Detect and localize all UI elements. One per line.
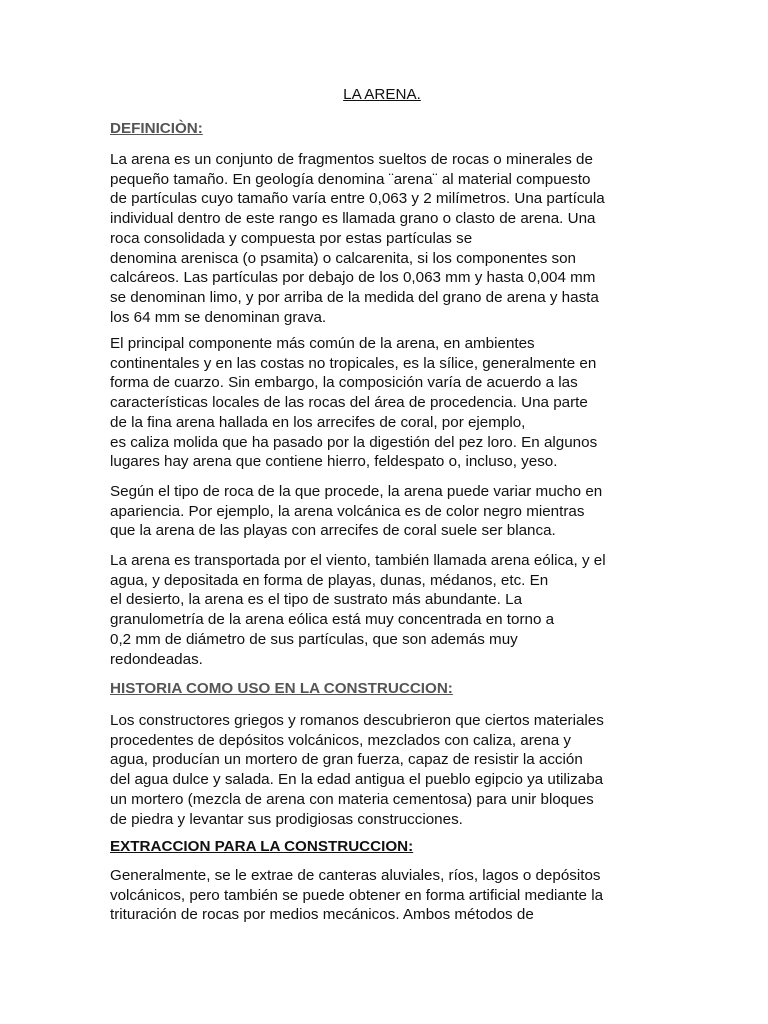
paragraph-definicion-3 xyxy=(110,482,602,541)
text-line: La arena es transportada por el viento, también llamada arena eólica, y el xyxy=(110,552,606,569)
text-line: roca consolidada y compuesta por estas partículas se xyxy=(110,229,473,247)
text-line: agua, y depositada en forma de playas, dunas, médanos, etc. En xyxy=(110,571,549,589)
text-line: es caliza molida que ha pasado por la digestión del pez loro. En algunos xyxy=(110,433,598,451)
text-line: calcáreos. Las partículas por debajo de los 0,063 mm y hasta 0,004 mm xyxy=(110,269,596,287)
text-line: Según el tipo de roca de la que procede, la arena puede variar mucho en xyxy=(110,483,603,500)
text-line: lugares hay arena que contiene hierro, feldespato o, incluso, yeso. xyxy=(110,453,558,471)
text-line: de partículas cuyo tamaño varía entre 0,063 y 2 milímetros. Una partícula xyxy=(110,190,605,208)
text-line: se denominan limo, y por arriba de la medida del grano de arena y hasta xyxy=(110,288,599,306)
text-line: un mortero (mezcla de arena con materia cementosa) para unir bloques xyxy=(110,790,594,808)
text-line: Los constructores griegos y romanos descubrieron que ciertos materiales xyxy=(110,712,604,729)
text-line: el desierto, la arena es el tipo de sustrato más abundante. La xyxy=(110,591,523,609)
text-line: que la arena de las playas con arrecifes de coral suele ser blanca. xyxy=(110,522,556,540)
paragraph-definicion-2 xyxy=(110,334,597,472)
heading-extraccion: EXTRACCION PARA LA CONSTRUCCION: xyxy=(110,838,414,855)
paragraph-historia xyxy=(110,711,604,829)
text-line: del agua dulce y salada. En la edad antigua el pueblo egipcio ya utilizaba xyxy=(110,771,604,789)
document-title: LA ARENA. xyxy=(343,86,421,103)
text-line: de la fina arena hallada en los arrecifes de coral, por ejemplo, xyxy=(110,413,526,431)
text-line: forma de cuarzo. Sin embargo, la composición varía de acuerdo a las xyxy=(110,374,578,392)
text-line: continentales y en las costas no tropicales, es la sílice, generalmente en xyxy=(110,354,597,372)
heading-historia: HISTORIA COMO USO EN LA CONSTRUCCION: xyxy=(110,680,453,697)
text-line: individual dentro de este rango es llamada grano o clasto de arena. Una xyxy=(110,210,596,228)
paragraph-definicion-4 xyxy=(110,551,606,669)
text-line: La arena es un conjunto de fragmentos sueltos de rocas o minerales de xyxy=(110,151,593,168)
text-line: trituración de rocas por medios mecánicos. Ambos métodos de xyxy=(110,906,534,924)
text-line: los 64 mm se denominan grava. xyxy=(110,308,327,326)
text-line: apariencia. Por ejemplo, la arena volcánica es de color negro mientras xyxy=(110,502,585,520)
paragraph-definicion-1 xyxy=(110,150,605,327)
text-line: redondeadas. xyxy=(110,650,203,668)
heading-definicion: DEFINICIÒN: xyxy=(110,120,203,137)
text-line: Generalmente, se le extrae de canteras aluviales, ríos, lagos o depósitos xyxy=(110,867,601,884)
paragraph-extraccion xyxy=(110,866,603,925)
text-line: características locales de las rocas del área de procedencia. Una parte xyxy=(110,394,588,412)
text-line: pequeño tamaño. En geología denomina ¨arena¨ al material compuesto xyxy=(110,170,591,188)
text-line: El principal componente más común de la arena, en ambientes xyxy=(110,335,535,352)
text-line: agua, producían un mortero de gran fuerza, capaz de resistir la acción xyxy=(110,751,583,769)
text-line: denomina arenisca (o psamita) o calcarenita, si los componentes son xyxy=(110,249,576,267)
text-line: procedentes de depósitos volcánicos, mezclados con caliza, arena y xyxy=(110,731,571,749)
text-line: de piedra y levantar sus prodigiosas construcciones. xyxy=(110,810,463,828)
text-line: volcánicos, pero también se puede obtener en forma artificial mediante la xyxy=(110,886,604,904)
text-line: granulometría de la arena eólica está muy concentrada en torno a xyxy=(110,611,555,629)
text-line: 0,2 mm de diámetro de sus partículas, que son además muy xyxy=(110,630,518,648)
